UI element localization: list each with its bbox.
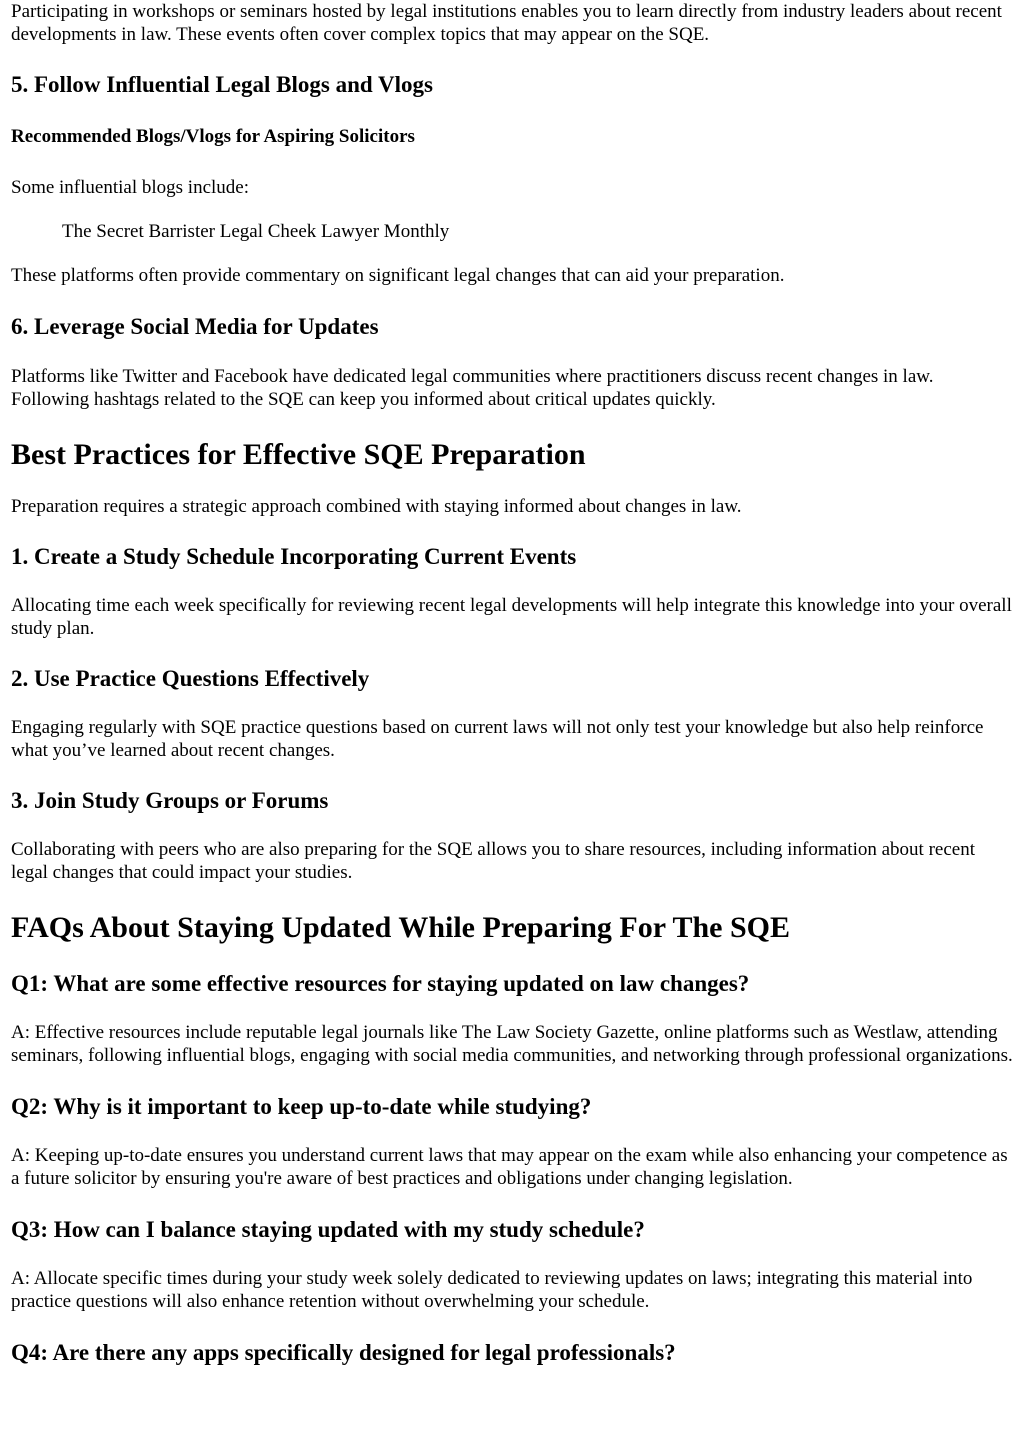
section-6-heading: 6. Leverage Social Media for Updates [11,314,379,339]
faq-2-question: Q2: Why is it important to keep up-to-date while studying? [11,1094,592,1119]
faq-1-answer: A: Effective resources include reputable legal journals like The Law Society Gazette, online platforms such as Westlaw, attending seminars, following influential blogs, engaging with social media communities, and networking through professional organizations. [11,1022,1013,1066]
blogs-list: The Secret Barrister Legal Cheek Lawyer Monthly [62,221,450,242]
blogs-subheading: Recommended Blogs/Vlogs for Aspiring Solicitors [11,126,415,147]
practice-3-text: Collaborating with peers who are also preparing for the SQE allows you to share resources, including information about recent legal changes that could impact your studies. [11,839,975,883]
faqs-heading: FAQs About Staying Updated While Preparing For The SQE [11,911,791,944]
section-5-heading: 5. Follow Influential Legal Blogs and Vlogs [11,72,433,97]
practice-2-text: Engaging regularly with SQE practice questions based on current laws will not only test your knowledge but also help reinforce what you’ve learned about recent changes. [11,717,984,761]
faq-1-question: Q1: What are some effective resources for staying updated on law changes? [11,971,750,996]
faq-2-answer: A: Keeping up-to-date ensures you understand current laws that may appear on the exam while also enhancing your competence as a future solicitor by ensuring you're aware of best practices and obligations under changing legislation. [11,1145,1008,1189]
practice-1-heading: 1. Create a Study Schedule Incorporating Current Events [11,544,577,569]
best-practices-intro: Preparation requires a strategic approach combined with staying informed about changes in law. [11,496,742,517]
blogs-closing: These platforms often provide commentary on significant legal changes that can aid your preparation. [11,265,785,286]
section-6-paragraph: Platforms like Twitter and Facebook have dedicated legal communities where practitioners discuss recent changes in law. Following hashtags related to the SQE can keep you informed about critical updates quickly. [11,366,934,410]
best-practices-heading: Best Practices for Effective SQE Preparation [11,438,586,471]
faq-3-answer: A: Allocate specific times during your study week solely dedicated to reviewing updates on laws; integrating this material into practice questions will also enhance retention without overwhelming your schedule. [11,1268,973,1312]
intro-paragraph: Participating in workshops or seminars hosted by legal institutions enables you to learn directly from industry leaders about recent developments in law. These events often cover complex topics that may appear on the SQE. [11,1,1002,45]
practice-2-heading: 2. Use Practice Questions Effectively [11,666,370,691]
faq-3-question: Q3: How can I balance staying updated with my study schedule? [11,1217,645,1242]
practice-3-heading: 3. Join Study Groups or Forums [11,788,329,813]
practice-1-text: Allocating time each week specifically for reviewing recent legal developments will help integrate this knowledge into your overall study plan. [11,595,1012,639]
blogs-lead: Some influential blogs include: [11,177,249,198]
faq-4-question: Q4: Are there any apps specifically designed for legal professionals? [11,1340,676,1365]
